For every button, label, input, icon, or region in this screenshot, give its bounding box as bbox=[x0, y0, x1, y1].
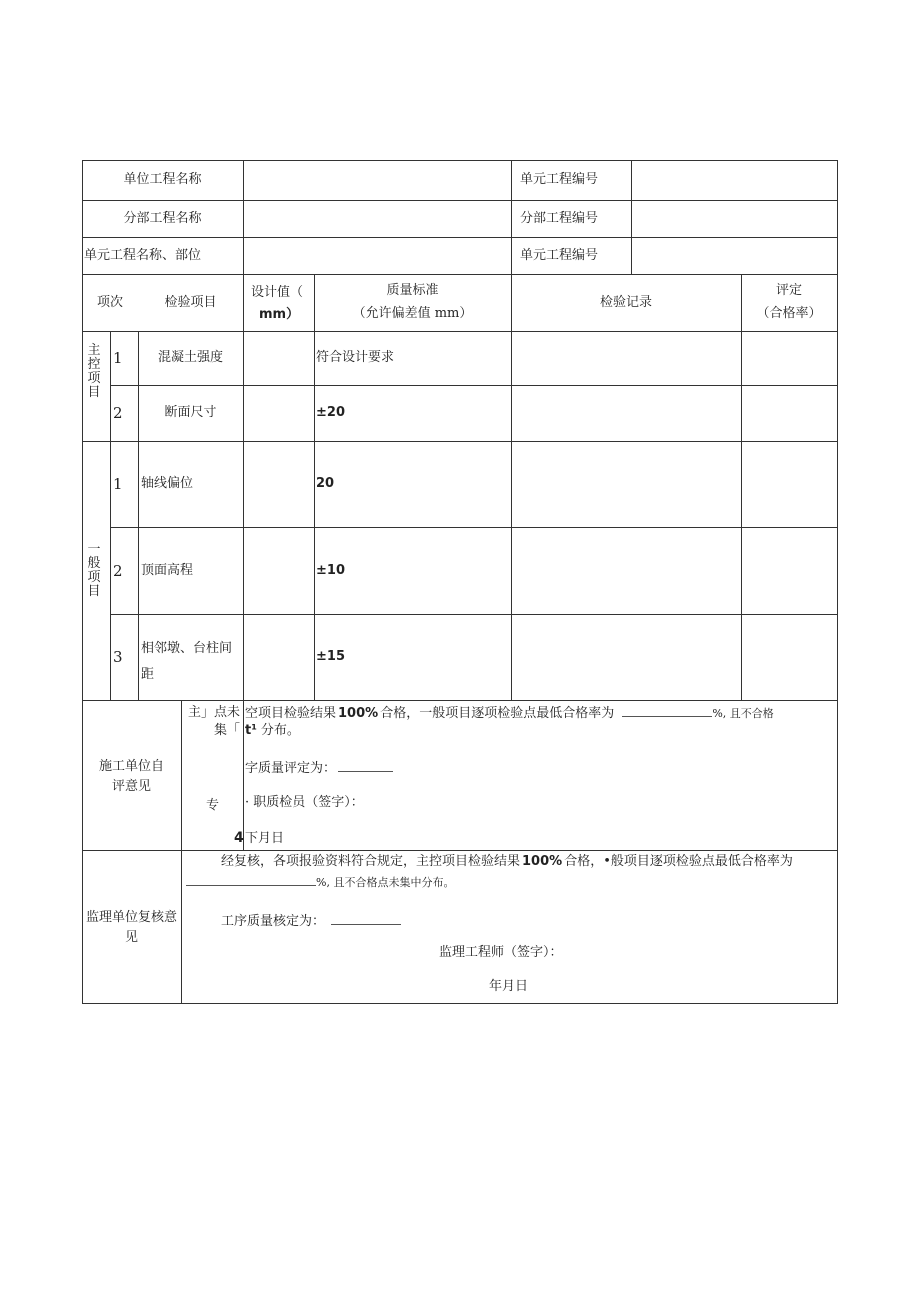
contractor-result-line1 bbox=[245, 704, 774, 722]
element-project-name-label: 单元工程名称、部位 bbox=[84, 247, 202, 263]
grid-line bbox=[82, 850, 838, 851]
contractor-label bbox=[82, 700, 181, 850]
contractor-result-text: 空项目检验结果 bbox=[245, 706, 337, 721]
contractor-date-label: 下月日 bbox=[245, 831, 285, 846]
supervisor-result-line2 bbox=[186, 873, 454, 891]
record-field[interactable] bbox=[512, 615, 741, 700]
unit-project-name-field[interactable] bbox=[244, 161, 511, 200]
col-inspect-item: 检验项目 bbox=[164, 294, 217, 310]
element-project-name-field[interactable] bbox=[244, 238, 511, 274]
main-group-label bbox=[87, 344, 101, 400]
inspector-label: · 职质检员（签字）： bbox=[245, 795, 364, 810]
row-standard: ±20 bbox=[316, 405, 345, 420]
row-no: 2 bbox=[113, 404, 123, 422]
approval-field[interactable] bbox=[331, 912, 401, 925]
record-field[interactable] bbox=[512, 442, 741, 527]
row-item: 混凝土强度 bbox=[157, 350, 223, 365]
design-value-line1: 设计值（ bbox=[251, 285, 304, 300]
approval-label: 工序质量核定为： bbox=[221, 914, 326, 929]
unit-element-no-field[interactable] bbox=[632, 161, 837, 200]
contractor-quality-line bbox=[245, 759, 393, 777]
unit-element-no-field-2[interactable] bbox=[632, 238, 837, 274]
design-value-field[interactable] bbox=[244, 528, 314, 614]
row-no: 1 bbox=[113, 475, 123, 493]
contractor-fragment: 专 bbox=[206, 798, 220, 813]
row-no: 1 bbox=[113, 349, 123, 367]
rating-field[interactable] bbox=[742, 615, 837, 700]
col-record: 检验记录 bbox=[599, 294, 652, 310]
contractor-label-line1: 施工单位自 bbox=[98, 759, 164, 774]
row-item-line2: 距 bbox=[141, 667, 155, 682]
contractor-label-line2: 评意见 bbox=[111, 779, 151, 794]
grid-line bbox=[243, 700, 244, 850]
division-project-name-label: 分部工程名称 bbox=[123, 210, 202, 226]
contractor-fragment: 集「 bbox=[214, 723, 241, 738]
general-group-char: 目 bbox=[87, 584, 101, 599]
division-project-name-field[interactable] bbox=[244, 201, 511, 237]
unit-project-name-label: 单位工程名称 bbox=[123, 172, 202, 187]
design-value-field[interactable] bbox=[244, 442, 314, 527]
design-value-line2: mm） bbox=[259, 307, 300, 322]
row-no: 3 bbox=[113, 648, 123, 666]
general-pass-rate-field[interactable] bbox=[622, 704, 712, 717]
inspection-form bbox=[82, 160, 838, 1004]
supervisor-pass-rate-field[interactable] bbox=[186, 873, 316, 886]
contractor-result-line2 bbox=[245, 722, 300, 739]
supervisor-label-line2: 见 bbox=[124, 930, 138, 945]
supervisor-approval-line bbox=[221, 912, 401, 930]
grid-line bbox=[181, 700, 182, 1004]
supervisor-label bbox=[82, 850, 181, 1003]
row-standard: ±15 bbox=[316, 649, 345, 664]
row-item bbox=[139, 614, 243, 700]
unit-element-no-label-2: 单元工程编号 bbox=[520, 247, 599, 263]
col-item-no: 项次 bbox=[96, 294, 123, 310]
design-value-field[interactable] bbox=[244, 386, 314, 441]
main-group-char: 项 bbox=[87, 371, 101, 386]
rating-field[interactable] bbox=[742, 442, 837, 527]
standard-line1: 质量标准 bbox=[386, 283, 439, 298]
design-value-field[interactable] bbox=[244, 615, 314, 700]
record-field[interactable] bbox=[512, 386, 741, 441]
supervisor-result-text: %, 且不合格点未集中分布。 bbox=[316, 876, 455, 889]
grid-line bbox=[82, 1003, 838, 1004]
contractor-fragment: 主」点未 bbox=[188, 705, 241, 720]
contractor-result-text: 分布。 bbox=[260, 723, 300, 738]
record-field[interactable] bbox=[512, 528, 741, 614]
row-item: 顶面高程 bbox=[141, 562, 194, 578]
quality-rating-field[interactable] bbox=[338, 759, 393, 772]
row-standard: ±10 bbox=[316, 562, 345, 578]
rating-field[interactable] bbox=[742, 332, 837, 385]
division-project-no-label: 分部工程编号 bbox=[520, 210, 599, 226]
supervisor-label-line1: 监理单位复核意 bbox=[85, 910, 177, 925]
row-no: 2 bbox=[113, 561, 123, 580]
unit-element-no-label: 单元工程编号 bbox=[520, 172, 599, 187]
grid-line bbox=[837, 160, 838, 1004]
supervisor-result-text: 经复核，各项报验资料符合规定，主控项目检验结果 bbox=[221, 854, 521, 869]
supervisor-result-line1 bbox=[221, 853, 793, 870]
row-item: 轴线偏位 bbox=[141, 476, 194, 491]
grid-line bbox=[82, 700, 838, 701]
main-pass-rate: 100% bbox=[338, 706, 379, 721]
col-standard bbox=[314, 274, 511, 331]
main-group-char: 目 bbox=[87, 385, 101, 400]
supervisor-main-pass-rate: 100% bbox=[522, 854, 563, 869]
rating-field[interactable] bbox=[742, 528, 837, 614]
main-group-char: 主 bbox=[87, 343, 101, 358]
rating-line1: 评定 bbox=[775, 283, 802, 298]
supervisor-result-text: 合格，•般项目逐项检验点最低合格率为 bbox=[564, 854, 793, 869]
contractor-result-text: 合格，一般项目逐项检验点最低合格率为 bbox=[380, 706, 615, 721]
division-project-no-field[interactable] bbox=[632, 201, 837, 237]
general-group-char: 般 bbox=[87, 556, 101, 571]
standard-line2: （允许偏差值 mm） bbox=[352, 306, 473, 321]
contractor-fragment: 4 bbox=[234, 830, 244, 846]
general-group-label bbox=[87, 543, 101, 599]
design-value-field[interactable] bbox=[244, 332, 314, 385]
row-standard: 符合设计要求 bbox=[316, 350, 395, 365]
row-standard: 20 bbox=[316, 476, 335, 491]
quality-label: 字质量评定为： bbox=[245, 761, 337, 776]
general-group-char: 项 bbox=[87, 570, 101, 585]
row-item: 断面尺寸 bbox=[164, 405, 217, 420]
supervisor-date-label: 年月日 bbox=[489, 979, 529, 994]
rating-line2: （合格率） bbox=[756, 306, 822, 321]
contractor-result-text: %, 且不合格 bbox=[712, 707, 774, 720]
main-group-char: 控 bbox=[87, 357, 101, 372]
general-group-char: 一 bbox=[87, 542, 101, 557]
col-design-value bbox=[243, 274, 314, 331]
rating-field[interactable] bbox=[742, 386, 837, 441]
col-rating bbox=[741, 274, 837, 331]
contractor-result-text: t¹ bbox=[245, 723, 257, 738]
engineer-label: 监理工程师（签字）： bbox=[439, 945, 563, 960]
record-field[interactable] bbox=[512, 332, 741, 385]
row-item-line1: 相邻墩、台柱间 bbox=[141, 641, 233, 656]
